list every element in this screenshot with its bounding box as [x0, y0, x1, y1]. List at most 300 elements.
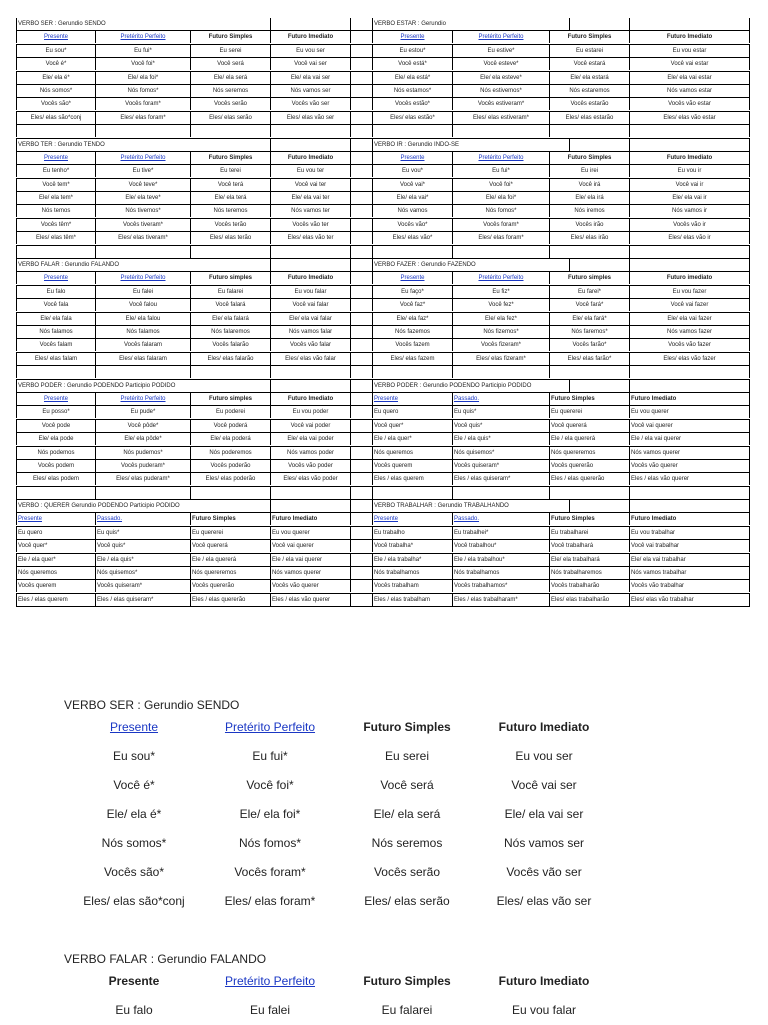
left-cell: Você falará	[191, 299, 271, 311]
right-cell: Eu fiz*	[453, 286, 550, 298]
separator-cell	[351, 31, 373, 43]
table-row	[16, 353, 750, 366]
left-cell: Vocês quererão	[191, 580, 271, 592]
right-cell: Nós vamos estar	[630, 85, 750, 97]
separator-cell	[351, 594, 373, 606]
left-header-1[interactable]: Pretérito Perfeito	[96, 393, 191, 405]
right-cell: Eles / elas trabalham	[373, 594, 453, 606]
left-cell: Nós podemos	[16, 447, 96, 459]
table-row	[16, 433, 750, 446]
empty-cell	[191, 500, 271, 512]
left-cell: Nós quereremos	[191, 567, 271, 579]
zoom-cell: Eu falarei	[381, 1003, 433, 1017]
right-cell: Nós vamos trabalhar	[630, 567, 750, 579]
left-cell: Eles/ elas falaram	[96, 353, 191, 365]
zoom-cell: Nós fomos*	[238, 836, 302, 850]
right-header-1[interactable]: Passado.	[453, 513, 550, 525]
left-cell: Ele / ela quis*	[96, 554, 191, 566]
left-cell: Eles/ elas vão ter	[271, 232, 351, 244]
left-cell: Você será	[191, 58, 271, 70]
right-cell: Nós vamos querer	[630, 447, 750, 459]
right-header-2: Futuro Simples	[550, 393, 630, 405]
left-cell: Você poderá	[191, 420, 271, 432]
left-cell: Ele/ ela é*	[16, 72, 96, 84]
separator-cell	[351, 72, 373, 84]
left-cell: Ele/ ela falará	[191, 313, 271, 325]
left-cell: Nós seremos	[191, 85, 271, 97]
table-row	[16, 313, 750, 326]
left-cell: Nós poderemos	[191, 447, 271, 459]
right-cell: Vocês vão*	[373, 219, 453, 231]
separator-cell	[351, 420, 373, 432]
empty-cell	[351, 125, 373, 137]
conjugation-sheet	[16, 18, 750, 607]
right-cell: Você foi*	[453, 179, 550, 191]
zoom-cell: Você vai ser	[511, 778, 577, 792]
left-cell: Ele/ ela tem*	[16, 192, 96, 204]
zoom-cell: Eu falei	[249, 1003, 291, 1017]
empty-cell	[271, 125, 351, 137]
right-verb-title: VERBO ESTAR : Gerundio	[373, 18, 570, 30]
zoom-cell: Ele/ ela vai ser	[504, 807, 584, 821]
table-row	[16, 567, 750, 580]
left-header-0[interactable]: Presente	[16, 152, 96, 164]
zoom-cell: Vocês vão ser	[506, 865, 582, 879]
separator-cell	[351, 179, 373, 191]
left-cell: Nós vamos ter	[271, 205, 351, 217]
left-cell: Ele / ela quer*	[16, 554, 96, 566]
separator-cell	[351, 540, 373, 552]
table-row	[16, 179, 750, 192]
right-cell: Você vai trabalhar	[630, 540, 750, 552]
left-cell: Eu vou poder	[271, 406, 351, 418]
right-cell: Eles/ elas estiveram*	[453, 112, 550, 124]
table-row	[16, 58, 750, 71]
zoom-cell: Eu vou falar	[511, 1003, 577, 1017]
left-cell: Ele / ela vai querer	[271, 554, 351, 566]
left-cell: Vocês querem	[16, 580, 96, 592]
right-cell: Você vai*	[373, 179, 453, 191]
separator-cell	[351, 339, 373, 351]
zoom-cell: Eu falo	[115, 1003, 153, 1017]
separator-cell	[351, 460, 373, 472]
left-header-1[interactable]: Pretérito Perfeito	[96, 31, 191, 43]
left-cell: Você fala	[16, 299, 96, 311]
zoom-cell: Nós somos*	[101, 836, 167, 850]
zoom-falar-header-preterito[interactable]: Pretérito Perfeito	[224, 974, 316, 988]
table-row	[16, 326, 750, 339]
separator-cell	[351, 326, 373, 338]
zoom-cell: Nós seremos	[371, 836, 443, 850]
separator-cell	[351, 152, 373, 164]
right-header-3: Futuro Imediato	[630, 393, 750, 405]
empty-cell	[630, 259, 750, 271]
empty-cell	[550, 366, 630, 378]
right-cell: Ele/ ela foi*	[453, 192, 550, 204]
zoom-cell: Vocês serão	[373, 865, 441, 879]
separator-cell	[351, 272, 373, 284]
empty-cell	[191, 487, 271, 499]
table-row	[16, 473, 750, 486]
separator-cell	[351, 527, 373, 539]
right-cell: Vocês vão ir	[630, 219, 750, 231]
table-row	[16, 112, 750, 125]
table-row	[16, 165, 750, 178]
left-cell: Vocês têm*	[16, 219, 96, 231]
left-cell: Vocês vão poder	[271, 460, 351, 472]
zoom-ser-header-presente[interactable]: Presente	[109, 720, 159, 734]
empty-cell	[351, 500, 373, 512]
left-cell: Vocês puderam*	[96, 460, 191, 472]
zoom-ser-header-preterito[interactable]: Pretérito Perfeito	[224, 720, 316, 734]
right-cell: Eu trabalho	[373, 527, 453, 539]
left-header-0[interactable]: Presente	[16, 31, 96, 43]
zoom-cell: Vocês são*	[103, 865, 165, 879]
separator-cell	[351, 85, 373, 97]
right-header-1[interactable]: Pretérito Perfeito	[453, 152, 550, 164]
left-header-1[interactable]: Pretérito Perfeito	[96, 272, 191, 284]
left-verb-title: VERBO FALAR : Gerundio FALANDO	[16, 259, 373, 271]
separator-cell	[351, 567, 373, 579]
left-cell: Eles/ elas podem	[16, 473, 96, 485]
zoom-ser-header-futuro-simples: Futuro Simples	[363, 720, 451, 734]
empty-cell	[271, 139, 351, 151]
left-cell: Eu sou*	[16, 45, 96, 57]
right-cell: Vocês fizeram*	[453, 339, 550, 351]
right-header-0[interactable]: Presente	[373, 31, 453, 43]
right-cell: Você quer*	[373, 420, 453, 432]
right-header-3: Futuro imediato	[630, 272, 750, 284]
right-header-1[interactable]: Passado.	[453, 393, 550, 405]
right-cell: Nós quisemos*	[453, 447, 550, 459]
empty-cell	[351, 366, 373, 378]
table-row	[16, 286, 750, 299]
left-cell: Você teve*	[96, 179, 191, 191]
zoom-cell: Eu serei	[384, 749, 430, 763]
zoom-cell: Eu vou ser	[515, 749, 573, 763]
zoom-table-row	[64, 887, 664, 916]
left-cell: Eles/ elas falam	[16, 353, 96, 365]
separator-cell	[351, 98, 373, 110]
left-cell: Nós queremos	[16, 567, 96, 579]
right-cell: Ele / ela trabalhou*	[453, 554, 550, 566]
zoomed-tables	[64, 698, 664, 1025]
zoom-cell: Você será	[380, 778, 434, 792]
right-header-1[interactable]: Pretérito Perfeito	[453, 272, 550, 284]
left-verb-title: VERBO : QUERER Gerundio PODENDO Participio PODIDO	[16, 500, 373, 512]
empty-cell	[373, 125, 453, 137]
empty-cell	[550, 246, 630, 258]
right-cell: Você faz*	[373, 299, 453, 311]
zoom-cell: Eles/ elas serão	[364, 894, 450, 908]
empty-cell	[630, 246, 750, 258]
empty-cell	[16, 246, 96, 258]
left-cell: Você quis*	[96, 540, 191, 552]
right-cell: Eles/ elas vão trabalhar	[630, 594, 750, 606]
block-title-row	[16, 500, 750, 513]
separator-cell	[351, 205, 373, 217]
empty-cell	[550, 125, 630, 137]
right-header-3: Futuro Imediato	[630, 152, 750, 164]
left-header-0[interactable]: Presente	[16, 272, 96, 284]
empty-cell	[16, 125, 96, 137]
right-cell: Eles/ elas vão fazer	[630, 353, 750, 365]
left-cell: Eu posso*	[16, 406, 96, 418]
left-cell: Ele/ ela poderá	[191, 433, 271, 445]
table-row	[16, 420, 750, 433]
right-cell: Eu estarei	[550, 45, 630, 57]
zoom-falar-header-futuro-imediato: Futuro Imediato	[498, 974, 590, 988]
left-cell: Eles/ elas tiveram*	[96, 232, 191, 244]
right-cell: Eu vou fazer	[630, 286, 750, 298]
block-title-row	[16, 259, 750, 272]
right-cell: Vocês estão*	[373, 98, 453, 110]
table-row	[16, 98, 750, 111]
right-cell: Ele / ela trabalha*	[373, 554, 453, 566]
separator-cell	[351, 406, 373, 418]
right-cell: Ele/ ela trabalhará	[550, 554, 630, 566]
right-cell: Eles/ elas vão estar	[630, 112, 750, 124]
zoom-cell: Eles/ elas são*conj	[83, 894, 185, 908]
right-cell: Ele/ ela esteve*	[453, 72, 550, 84]
right-cell: Eles/ elas estarão	[550, 112, 630, 124]
empty-cell	[453, 366, 550, 378]
right-cell: Eu vou estar	[630, 45, 750, 57]
empty-cell	[373, 246, 453, 258]
left-verb-title: VERBO SER : Gerundio SENDO	[16, 18, 373, 30]
right-cell: Ele/ ela vai fazer	[630, 313, 750, 325]
zoom-table-row	[64, 996, 664, 1025]
right-cell: Eu fui*	[453, 165, 550, 177]
left-cell: Nós vamos falar	[271, 326, 351, 338]
left-cell: Ele/ ela terá	[191, 192, 271, 204]
left-cell: Você vai querer	[271, 540, 351, 552]
right-cell: Vocês quererão	[550, 460, 630, 472]
right-cell: Vocês fazem	[373, 339, 453, 351]
table-row	[16, 45, 750, 58]
left-cell: Ele/ ela fala	[16, 313, 96, 325]
right-cell: Eles/ elas foram*	[453, 232, 550, 244]
right-cell: Ele / ela vai querer	[630, 433, 750, 445]
right-cell: Vocês estiveram*	[453, 98, 550, 110]
zoom-cell: Ele/ ela é*	[106, 807, 162, 821]
left-cell: Você é*	[16, 58, 96, 70]
left-cell: Você quererá	[191, 540, 271, 552]
table-row	[16, 554, 750, 567]
left-verb-title: VERBO PODER : Gerundio PODENDO Participio PODIDO	[16, 380, 373, 392]
left-cell: Ele/ ela será	[191, 72, 271, 84]
blank-row	[16, 366, 750, 379]
separator-cell	[351, 513, 373, 525]
right-cell: Nós estivemos*	[453, 85, 550, 97]
right-cell: Nós fazemos	[373, 326, 453, 338]
left-cell: Eu fui*	[96, 45, 191, 57]
right-cell: Nós trabalhamos	[453, 567, 550, 579]
left-header-1[interactable]: Passado.	[96, 513, 191, 525]
empty-cell	[191, 380, 271, 392]
right-header-0[interactable]: Presente	[373, 513, 453, 525]
left-cell: Eles / elas quererão	[191, 594, 271, 606]
right-cell: Ele/ ela fez*	[453, 313, 550, 325]
table-row	[16, 580, 750, 593]
table-row	[16, 406, 750, 419]
empty-cell	[351, 246, 373, 258]
right-header-2: Futuro Simples	[550, 31, 630, 43]
right-cell: Você vai fazer	[630, 299, 750, 311]
right-cell: Eles/ elas fizeram*	[453, 353, 550, 365]
separator-cell	[351, 192, 373, 204]
left-cell: Eu vou ter	[271, 165, 351, 177]
table-row	[16, 299, 750, 312]
right-verb-title: VERBO PODER : Gerundio PODENDO Participio PODIDO	[373, 380, 570, 392]
left-cell: Eles/ elas puderam*	[96, 473, 191, 485]
empty-cell	[191, 125, 271, 137]
right-cell: Nós fomos*	[453, 205, 550, 217]
right-cell: Nós estaremos	[550, 85, 630, 97]
left-cell: Eu falo	[16, 286, 96, 298]
empty-cell	[96, 125, 191, 137]
right-cell: Você trabalha*	[373, 540, 453, 552]
left-cell: Vocês quiseram*	[96, 580, 191, 592]
zoom-table-row	[64, 771, 664, 800]
zoom-cell: Eles/ elas foram*	[224, 894, 316, 908]
empty-cell	[550, 380, 630, 392]
table-row	[16, 72, 750, 85]
header-row	[16, 152, 750, 165]
right-cell: Nós iremos	[550, 205, 630, 217]
left-cell: Eu quero	[16, 527, 96, 539]
right-header-3: Futuro Imediato	[630, 513, 750, 525]
left-header-1[interactable]: Pretérito Perfeito	[96, 152, 191, 164]
left-cell: Vocês foram*	[96, 98, 191, 110]
right-cell: Ele/ ela vai*	[373, 192, 453, 204]
zoom-table-row	[64, 829, 664, 858]
right-cell: Vocês vão trabalhar	[630, 580, 750, 592]
left-cell: Vocês vão ter	[271, 219, 351, 231]
empty-cell	[373, 487, 453, 499]
right-cell: Eles / elas quiseram*	[453, 473, 550, 485]
right-header-0[interactable]: Presente	[373, 393, 453, 405]
right-cell: Eu faço*	[373, 286, 453, 298]
left-header-0[interactable]: Presente	[16, 393, 96, 405]
right-cell: Eu quis*	[453, 406, 550, 418]
left-cell: Ele/ ela falou	[96, 313, 191, 325]
left-header-2: Futuro simples	[191, 272, 271, 284]
left-cell: Eles / elas quiseram*	[96, 594, 191, 606]
left-cell: Eu pude*	[96, 406, 191, 418]
left-header-3: Futuro Imediato	[271, 152, 351, 164]
right-cell: Vocês irão	[550, 219, 630, 231]
left-cell: Vocês vão falar	[271, 339, 351, 351]
left-header-0[interactable]: Presente	[16, 513, 96, 525]
left-header-2: Futuro Simples	[191, 31, 271, 43]
left-cell: Eles/ elas têm*	[16, 232, 96, 244]
left-cell: Ele/ ela pode	[16, 433, 96, 445]
right-header-3: Futuro Imediato	[630, 31, 750, 43]
left-cell: Vocês podem	[16, 460, 96, 472]
right-cell: Você vai estar	[630, 58, 750, 70]
empty-cell	[271, 380, 351, 392]
right-cell: Eles / elas trabalharam*	[453, 594, 550, 606]
header-row	[16, 31, 750, 44]
empty-cell	[16, 487, 96, 499]
right-cell: Eu vou*	[373, 165, 453, 177]
right-cell: Eu quero	[373, 406, 453, 418]
right-header-0[interactable]: Presente	[373, 272, 453, 284]
table-row	[16, 339, 750, 352]
header-row	[16, 393, 750, 406]
left-cell: Eu falei	[96, 286, 191, 298]
table-row	[16, 232, 750, 245]
empty-cell	[271, 246, 351, 258]
separator-cell	[351, 433, 373, 445]
left-cell: Você tem*	[16, 179, 96, 191]
separator-cell	[351, 554, 373, 566]
empty-cell	[630, 500, 750, 512]
left-cell: Eles / elas vão querer	[271, 594, 351, 606]
left-cell: Nós somos*	[16, 85, 96, 97]
right-cell: Eu farei*	[550, 286, 630, 298]
right-cell: Eles/ elas farão*	[550, 353, 630, 365]
right-cell: Eu irei	[550, 165, 630, 177]
left-cell: Eles / elas querem	[16, 594, 96, 606]
right-verb-title: VERBO TRABALHAR : Gerundio TRABALHANDO	[373, 500, 570, 512]
empty-cell	[191, 139, 271, 151]
left-cell: Nós falaremos	[191, 326, 271, 338]
right-header-0[interactable]: Presente	[373, 152, 453, 164]
zoom-cell: Você foi*	[246, 778, 294, 792]
right-cell: Eles / elas quererão	[550, 473, 630, 485]
right-cell: Eles / elas querem	[373, 473, 453, 485]
right-cell: Vocês trabalham	[373, 580, 453, 592]
zoom-ser-title: VERBO SER : Gerundio SENDO	[64, 698, 240, 712]
empty-cell	[191, 366, 271, 378]
left-cell: Vocês poderão	[191, 460, 271, 472]
left-header-3: Futuro Imediato	[271, 393, 351, 405]
right-cell: Você quis*	[453, 420, 550, 432]
separator-cell	[351, 313, 373, 325]
right-cell: Ele/ ela vai trabalhar	[630, 554, 750, 566]
left-cell: Eles/ elas serão	[191, 112, 271, 124]
right-cell: Ele/ ela estará	[550, 72, 630, 84]
left-cell: Você foi*	[96, 58, 191, 70]
zoom-ser-header-futuro-imediato: Futuro Imediato	[498, 720, 590, 734]
right-cell: Você fará*	[550, 299, 630, 311]
table-row	[16, 205, 750, 218]
empty-cell	[351, 380, 373, 392]
empty-cell	[351, 259, 373, 271]
left-cell: Você falou	[96, 299, 191, 311]
left-cell: Vocês vão ser	[271, 98, 351, 110]
zoom-cell: Ele/ ela será	[373, 807, 441, 821]
left-verb-title: VERBO TER : Gerundio TENDO	[16, 139, 373, 151]
separator-cell	[351, 286, 373, 298]
zoom-cell: Eu fui*	[252, 749, 288, 763]
right-header-2: Futuro simples	[550, 272, 630, 284]
left-cell: Eu vou falar	[271, 286, 351, 298]
left-cell: Nós tivemos*	[96, 205, 191, 217]
left-cell: Eu falarei	[191, 286, 271, 298]
table-row	[16, 85, 750, 98]
right-cell: Eu vou trabalhar	[630, 527, 750, 539]
empty-cell	[630, 125, 750, 137]
empty-cell	[550, 259, 630, 271]
right-cell: Vocês vão estar	[630, 98, 750, 110]
right-verb-title: VERBO FAZER : Gerundio FAZENDO	[373, 259, 570, 271]
right-cell: Ele/ ela faz*	[373, 313, 453, 325]
zoom-falar-header-presente: Presente	[108, 974, 160, 988]
right-header-1[interactable]: Pretérito Perfeito	[453, 31, 550, 43]
